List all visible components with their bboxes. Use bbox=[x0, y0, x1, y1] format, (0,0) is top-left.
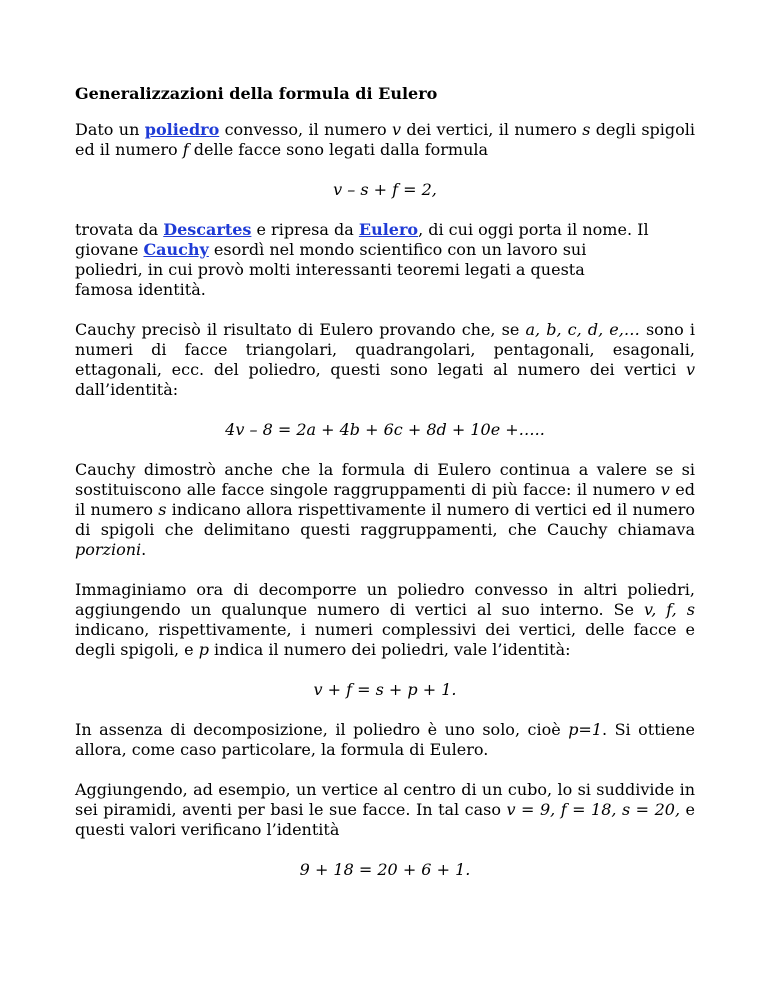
paragraph-porzioni bbox=[75, 460, 695, 560]
text-span: giovane bbox=[75, 240, 144, 259]
text-span: dei vertici, il numero bbox=[401, 120, 583, 139]
text-span: esordì nel mondo scientifico con un lavoro sui bbox=[208, 240, 587, 259]
history-line-2 bbox=[75, 240, 695, 260]
text-span: . Si ottiene allora, come caso particolare, la formula di Eulero. bbox=[75, 720, 696, 759]
var-p: p bbox=[198, 640, 209, 659]
text-span: poliedri, in cui provò molti interessanti teoremi legati a questa bbox=[75, 260, 585, 279]
var-s: s bbox=[582, 120, 591, 139]
text-span: Cauchy precisò il risultato di Eulero provando che, se bbox=[75, 320, 526, 339]
paragraph-decomposition bbox=[75, 580, 695, 660]
var-s: s bbox=[158, 500, 167, 519]
text-span: indicano allora rispettivamente il numero di vertici ed il numero di spigoli che delimitano questi raggruppamenti, che Cauchy chiamava bbox=[75, 500, 696, 539]
link-descartes[interactable]: Descartes bbox=[163, 220, 252, 239]
text-span: Aggiungendo, ad esempio, un vertice al centro di un cubo, lo si suddivide in sei piramidi, aventi per basi le sue facce. In tal caso bbox=[75, 780, 695, 819]
text-span: e ripresa da bbox=[251, 220, 359, 239]
text-span: trovata da bbox=[75, 220, 164, 239]
text-span: In assenza di decomposizione, il poliedro è uno solo, cioè bbox=[75, 720, 569, 739]
text-span: Immaginiamo ora di decomporre un poliedro convesso in altri poliedri, aggiungendo un qualunque numero di vertici al suo interno. Se bbox=[75, 580, 695, 619]
text-span: sono i numeri di facce triangolari, quadrangolari, pentagonali, esagonali, ettagonali, ecc. del poliedro, questi sono legati al numero dei vertici bbox=[75, 320, 695, 379]
history-line-3 bbox=[75, 260, 695, 280]
text-span: famosa identità. bbox=[75, 280, 206, 299]
text-span: dall’identità: bbox=[75, 380, 179, 399]
var-list: a, b, c, d, e,… bbox=[525, 320, 640, 339]
link-poliedro[interactable]: poliedro bbox=[144, 120, 220, 139]
text-span: , di cui oggi porta il nome. Il bbox=[418, 220, 649, 239]
text-span: Dato un bbox=[75, 120, 145, 139]
text-span: Cauchy dimostrò anche che la formula di Eulero continua a valere se si sostituiscono alle facce singole raggruppamenti di più facce: il numero bbox=[75, 460, 695, 499]
paragraph-definition bbox=[75, 120, 695, 160]
paragraph-example bbox=[75, 780, 695, 840]
var-list: v, f, s bbox=[644, 600, 695, 619]
example-values: v = 9, f = 18, s = 20, bbox=[506, 800, 681, 819]
text-span: . bbox=[141, 540, 147, 559]
document-page bbox=[75, 84, 695, 900]
paragraph-history bbox=[75, 220, 695, 299]
var-v: v bbox=[391, 120, 401, 139]
history-line-1 bbox=[75, 220, 695, 240]
term-porzioni: porzioni bbox=[75, 540, 142, 559]
formula-euler: v – s + f = 2, bbox=[333, 180, 437, 199]
text-span: convesso, il numero bbox=[219, 120, 392, 139]
history-line-4 bbox=[75, 280, 206, 300]
paragraph-cauchy-result bbox=[75, 320, 695, 400]
text-span: degli spigoli ed il numero bbox=[75, 120, 696, 159]
var-v: v bbox=[660, 480, 670, 499]
link-cauchy[interactable]: Cauchy bbox=[143, 240, 209, 259]
text-span: delle facce sono legati dalla formula bbox=[188, 140, 489, 159]
paragraph-special-case bbox=[75, 720, 695, 760]
text-span: e questi valori verificano l’identità bbox=[75, 800, 696, 839]
link-eulero[interactable]: Eulero bbox=[358, 220, 419, 239]
formula-example: 9 + 18 = 20 + 6 + 1. bbox=[299, 860, 471, 879]
document-title: Generalizzazioni della formula di Eulero bbox=[75, 84, 438, 103]
text-span: ed il numero bbox=[75, 480, 695, 519]
text-span: indica il numero dei poliedri, vale l’identità: bbox=[208, 640, 571, 659]
var-p-equals-1: p=1 bbox=[568, 720, 603, 739]
var-v: v bbox=[685, 360, 695, 379]
formula-decomposition: v + f = s + p + 1. bbox=[313, 680, 457, 699]
text-span: indicano, rispettivamente, i numeri complessivi dei vertici, delle facce e degli spigoli, e bbox=[75, 620, 695, 659]
var-f: f bbox=[182, 140, 189, 159]
formula-cauchy: 4v – 8 = 2a + 4b + 6c + 8d + 10e +….. bbox=[225, 420, 545, 439]
